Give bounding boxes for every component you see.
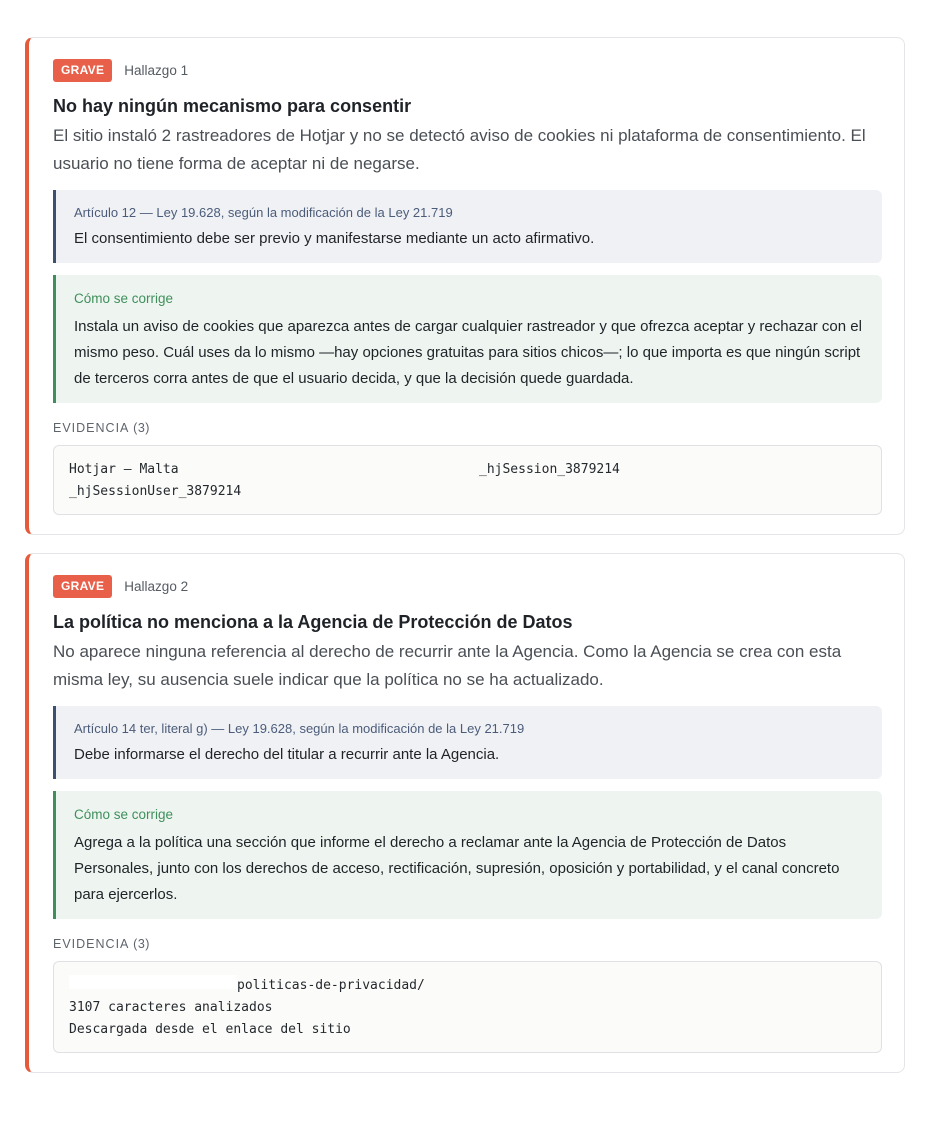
evidence-row (69, 1019, 866, 1041)
evidence-box (53, 961, 882, 1053)
law-reference-box (53, 706, 882, 779)
evidence-item: Descargada desde el enlace del sitio (69, 1022, 351, 1037)
evidence-row (69, 481, 866, 503)
evidence-label (53, 936, 882, 952)
evidence-item: Hotjar — Malta (69, 462, 179, 477)
law-text: El consentimiento debe ser previo y manifestarse mediante un acto afirmativo. (74, 230, 595, 247)
evidence-item: _hjSessionUser_3879214 (69, 484, 242, 499)
redacted-url-prefix (69, 975, 237, 989)
evidence-item: politicas-de-privacidad/ (237, 978, 425, 993)
law-reference-box (53, 190, 882, 263)
fix-title: Cómo se corrige (74, 291, 174, 306)
law-reference: Artículo 12 — Ley 19.628, según la modificación de la Ley 21.719 (74, 205, 453, 220)
finding-title: La política no menciona a la Agencia de Protección de Datos (53, 612, 573, 632)
evidence-label (53, 420, 882, 436)
fix-title: Cómo se corrige (74, 807, 174, 822)
evidence-item: _hjSession_3879214 (479, 462, 620, 477)
fix-box (53, 791, 882, 919)
evidence-row (69, 975, 866, 997)
severity-badge: GRAVE (53, 59, 112, 82)
evidence-count: (3) (133, 421, 150, 435)
evidence-label-text: EVIDENCIA (53, 421, 129, 435)
evidence-label-text: EVIDENCIA (53, 937, 129, 951)
evidence-row (69, 459, 866, 481)
severity-badge: GRAVE (53, 575, 112, 598)
finding-description: No aparece ninguna referencia al derecho de recurrir ante la Agencia. Como la Agencia se crea con esta misma ley, su ausencia suele indicar que la política no se ha actualizado. (53, 642, 842, 689)
evidence-item: 3107 caracteres analizados (69, 1000, 273, 1015)
fix-text: Instala un aviso de cookies que aparezca antes de cargar cualquier rastreador y que ofrezca aceptar y rechazar con el mismo peso. Cuál uses da lo mismo —hay opciones gratuitas para sitios chicos—; lo que importa es que ningún script de terceros corra antes de que el usuario decida, y que la decisión quede guardada. (74, 318, 862, 387)
fix-box (53, 275, 882, 403)
finding-title: No hay ningún mecanismo para consentir (53, 96, 412, 116)
finding-header (53, 574, 882, 598)
finding-description: El sitio instaló 2 rastreadores de Hotjar y no se detectó aviso de cookies ni plataforma de consentimiento. El usuario no tiene forma de aceptar ni de negarse. (53, 126, 866, 173)
finding-number: Hallazgo 2 (124, 578, 189, 594)
fix-text: Agrega a la política una sección que informe el derecho a reclamar ante la Agencia de Protección de Datos Personales, junto con los derechos de acceso, rectificación, supresión, oposición y portabilidad, y el canal concreto para ejercerlos. (74, 834, 840, 903)
finding-header (53, 58, 882, 82)
evidence-row (69, 997, 866, 1019)
law-reference: Artículo 14 ter, literal g) — Ley 19.628, según la modificación de la Ley 21.719 (74, 721, 525, 736)
evidence-box (53, 445, 882, 515)
law-text: Debe informarse el derecho del titular a recurrir ante la Agencia. (74, 746, 500, 763)
evidence-count: (3) (133, 937, 150, 951)
finding-card (25, 37, 905, 535)
finding-number: Hallazgo 1 (124, 62, 189, 78)
finding-card (25, 553, 905, 1073)
